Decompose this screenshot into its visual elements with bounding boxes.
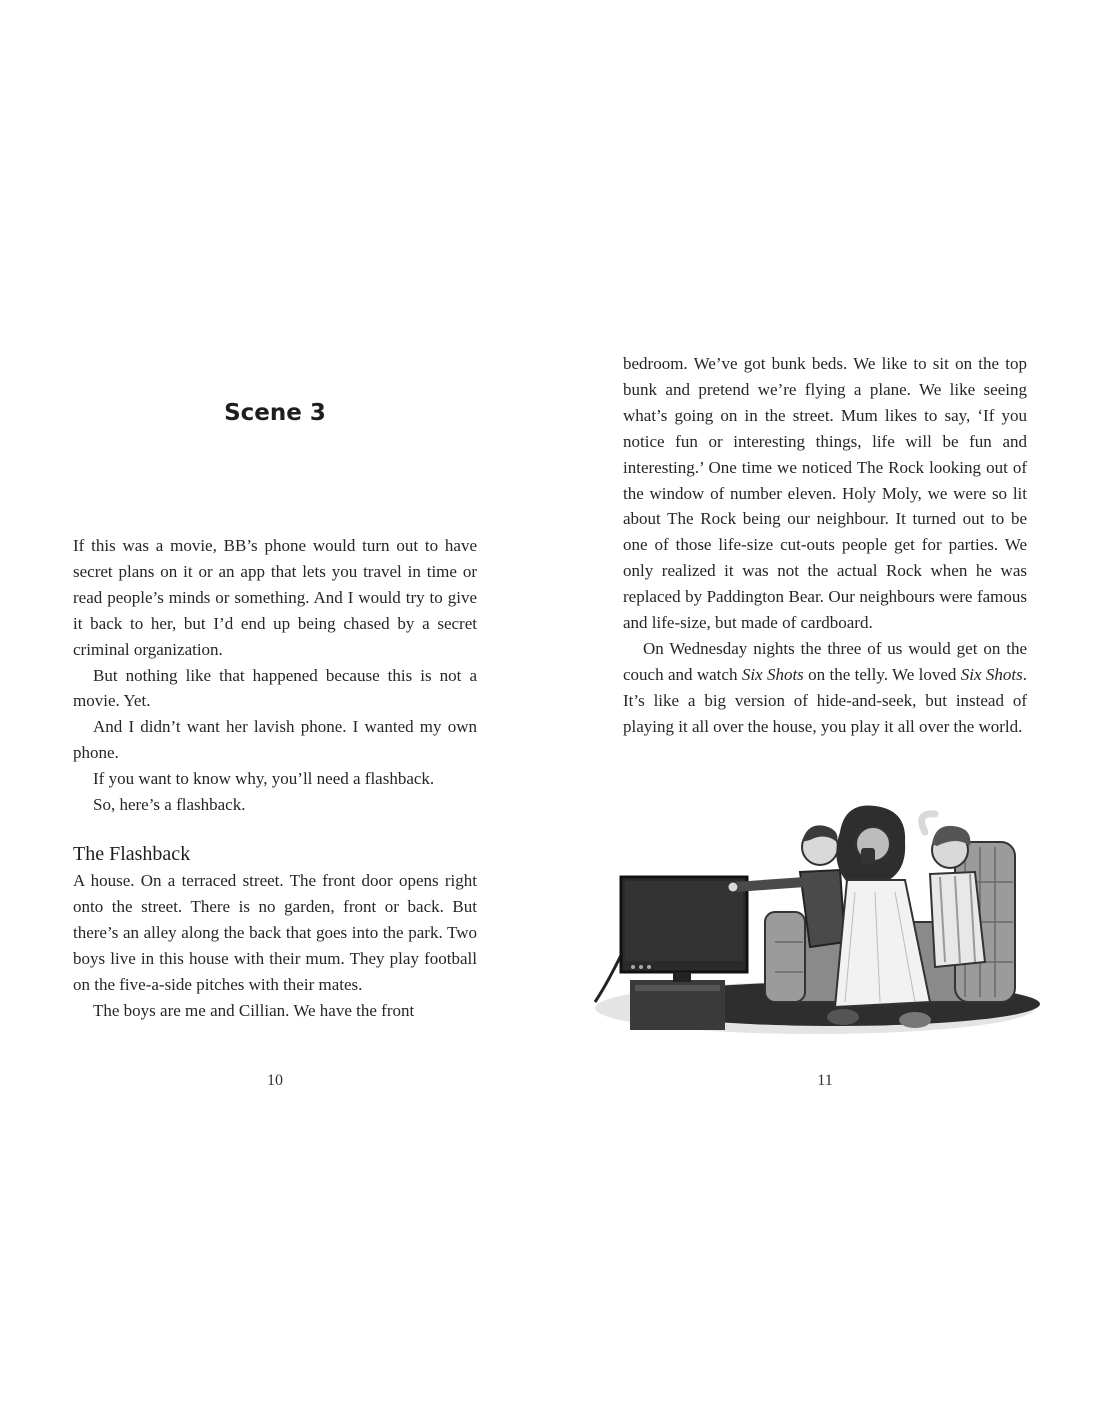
section-heading: The Flashback: [73, 843, 191, 865]
paragraph: But nothing like that happened because this is not a movie. Yet.: [73, 665, 477, 711]
flashback-text: [73, 868, 477, 1023]
slipper: [827, 1009, 859, 1025]
paragraph: bedroom. We’ve got bunk beds. We like to sit on the top bunk and pretend we’re flying a plane. We like seeing what’s going on in the street. Mum likes to say, ‘If you notice fun or interesting things, life will be fun and interesting.’ One time we noticed The Rock looking out of the window of number eleven. Holy Moly, we were so lit about The Rock being our neighbour. It turned out to be one of those life-size cut-outs people get for parties. We only realized it was not the actual Rock when he was replaced by Paddington Bear. Our neighbours were famous and life-size, but made of cardboard.: [623, 354, 1027, 633]
boy-left-arm: [735, 882, 805, 887]
paragraph: The boys are me and Cillian. We have the front: [93, 1000, 415, 1020]
paragraph: If you want to know why, you’ll need a flashback.: [93, 769, 435, 789]
page-number: 11: [817, 1072, 833, 1089]
scene-heading: Scene 3: [224, 400, 326, 426]
slipper: [899, 1012, 931, 1028]
text-run: On Wednesday nights the three of us would get on the couch and watch: [623, 638, 1027, 684]
sofa-armrest-left: [765, 912, 805, 1002]
text-run: on the telly. We loved: [803, 664, 961, 684]
paragraph: [623, 636, 1027, 740]
paragraph: So, here’s a flashback.: [93, 795, 246, 815]
text-run: . It’s like a big version of hide-and-seek, but instead of playing it all over the house, you play it all over the world.: [623, 664, 1027, 736]
paragraph: And I didn’t want her lavish phone. I wanted my own phone.: [73, 717, 477, 763]
right-page: [550, 0, 1100, 1422]
continued-text: [623, 351, 1027, 740]
mug: [861, 848, 875, 864]
page-number: 10: [267, 1072, 283, 1089]
show-title: Six Shots: [960, 664, 1023, 684]
family-watching-tv-illustration: [585, 802, 1055, 1052]
paragraph: If this was a movie, BB’s phone would turn out to have secret plans on it or an app that lets you travel in time or read people’s minds or something. And I would try to give it back to her, but I’d end up being chased by a secret criminal organization.: [73, 536, 477, 659]
paragraph: A house. On a terraced street. The front door opens right onto the street. There is no garden, front or back. But there’s an alley along the back that goes into the park. Two boys live in this house with their mum. They play football on the five-a-side pitches with their mates.: [73, 871, 477, 994]
show-title: Six Shots: [741, 664, 804, 684]
opening-text: [73, 533, 477, 818]
mum-dressing-gown: [835, 880, 930, 1007]
